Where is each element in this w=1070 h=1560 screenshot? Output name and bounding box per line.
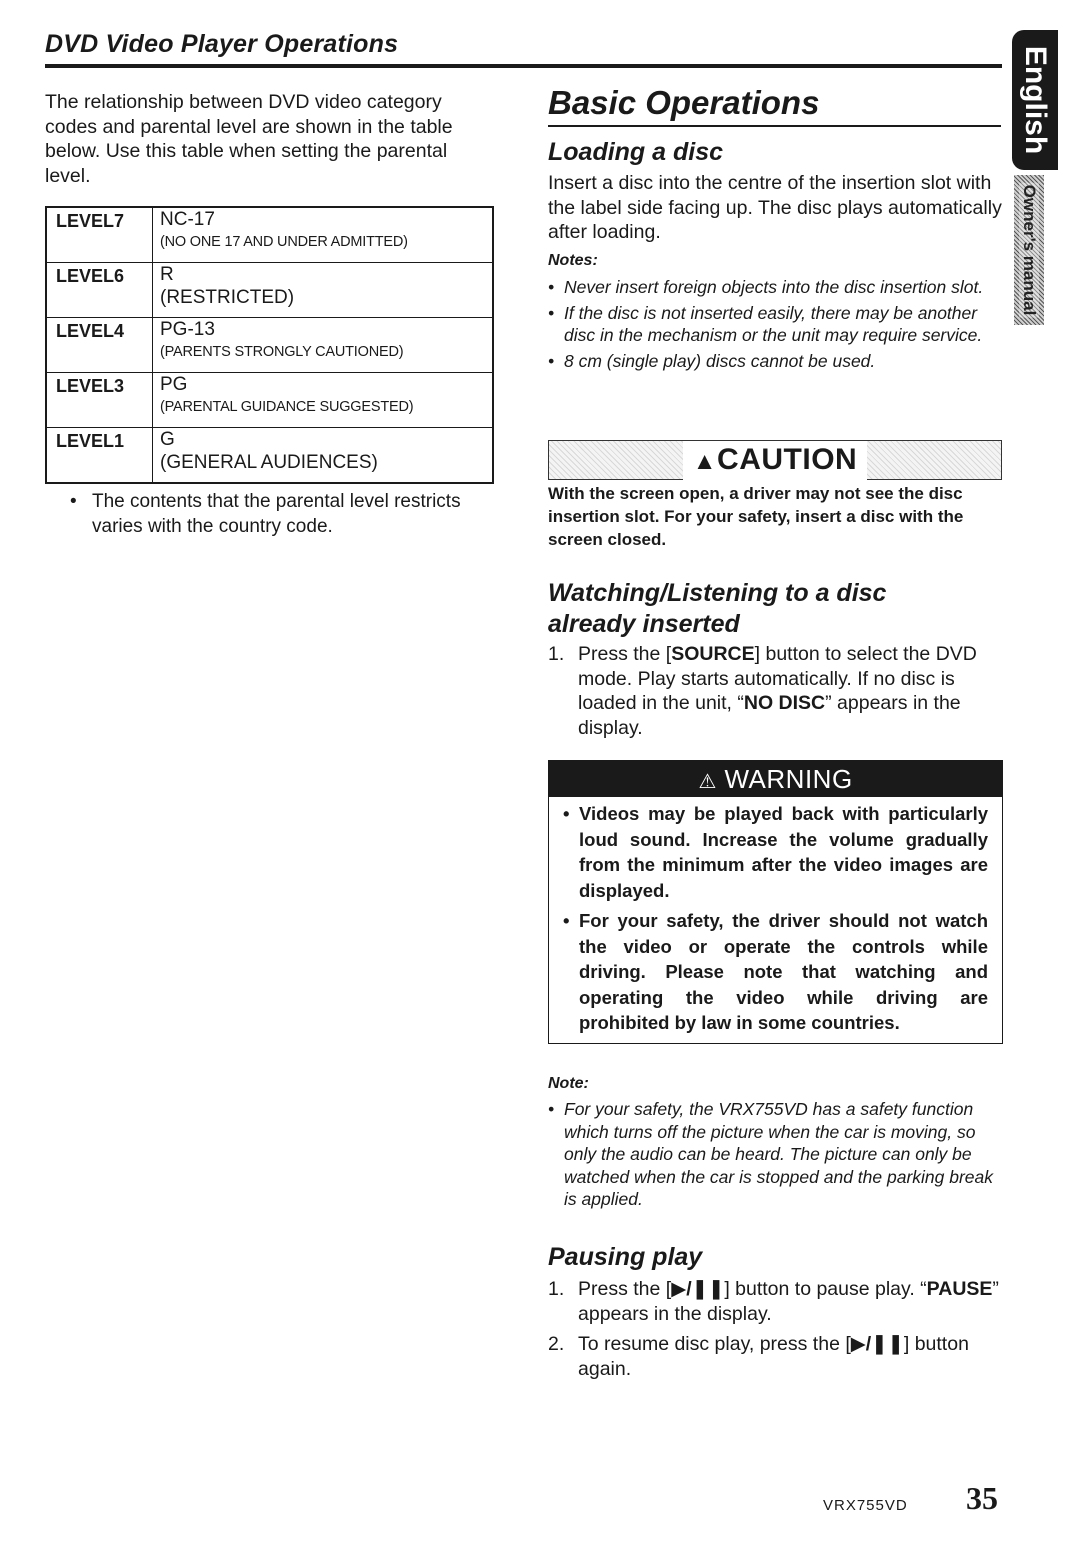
warning-triangle-icon: ▲ [692,448,718,475]
caution-banner [548,440,1002,480]
country-code-note [70,490,490,539]
watching-heading [548,578,886,640]
rating-description: (NO ONE 17 AND UNDER ADMITTED) [160,234,408,250]
caution-text: With the screen open, a driver may not see the disc insertion slot. For your safety, insert a disc with the screen closed. [548,484,964,549]
step-text: To resume disc play, press the [ [578,1333,851,1355]
list-item [548,1277,1003,1326]
step-number: 2. [548,1333,565,1355]
note-text: If the disc is not inserted easily, there may be another disc in the mechanism or the unit may require service. [564,302,983,345]
step-text: ” appears in the display. [578,1278,999,1325]
warning-header [549,761,1002,797]
watching-heading-line2: already inserted [548,610,740,638]
table-row [46,263,493,318]
level-cell: LEVEL7 [46,207,153,263]
source-key-label: SOURCE [671,643,755,665]
page-number: 35 [966,1480,998,1516]
rating-cell [153,263,494,318]
table-row [46,428,493,484]
parental-level-table [45,206,494,484]
play-pause-key-label: ▶/❚❚ [671,1278,725,1300]
loading-disc-text: Insert a disc into the centre of the insertion slot with the label side facing up. The disc plays automatically after loading. [548,172,1002,243]
list-item [548,642,1003,740]
loading-notes-list [548,276,1000,372]
warning-triangle-icon: ⚠ [698,771,717,793]
owners-manual-tab [1014,175,1044,325]
rating-cell [153,373,494,428]
display-message: PAUSE [926,1278,993,1300]
owners-manual-label: Owner's manual [1020,184,1039,316]
caution-title-text: CAUTION [717,443,858,476]
rating-description: (PARENTS STRONGLY CAUTIONED) [160,344,404,360]
list-item: • Videos may be played back with particularly loud sound. Increase the volume gradually from the minimum after the video images are displayed. [563,803,988,901]
notes-label: Notes: [548,252,598,269]
rating-description: (PARENTAL GUIDANCE SUGGESTED) [160,399,414,415]
rating-description: (RESTRICTED) [160,287,295,308]
header-divider [45,64,1002,68]
rating-code: NC-17 [160,209,215,230]
language-tab [1012,30,1058,170]
rating-code: R [160,264,174,285]
heading-divider [548,125,1001,127]
note-text: 8 cm (single play) discs cannot be used. [564,350,876,371]
play-pause-key-label: ▶/❚❚ [850,1333,904,1355]
step-number: 1. [548,643,565,665]
list-item [548,1332,1003,1381]
watching-steps [548,642,1003,746]
warning-list [549,797,1002,1036]
pausing-steps [548,1277,1003,1387]
bullet-dot: • [70,491,77,512]
country-code-note-text: The contents that the parental level restricts varies with the country code. [92,491,461,537]
list-item: • 8 cm (single play) discs cannot be used. [548,350,876,371]
step-text: ] button to select the DVD mode. Play starts automatically. If no disc is loaded in the unit, “ [578,643,977,714]
table-row [46,373,493,428]
level-cell: LEVEL1 [46,428,153,484]
table-row [46,207,493,263]
basic-operations-heading: Basic Operations [548,84,820,121]
warning-title: WARNING [724,764,853,794]
pausing-heading: Pausing play [548,1243,703,1271]
rating-cell [153,207,494,263]
level-cell: LEVEL3 [46,373,153,428]
list-item: • For your safety, the VRX755VD has a safety function which turns off the picture when the car is moving, so only the audio can be heard. The picture can only be watched when the car is stopped and the parking break is applied. [548,1099,994,1209]
level-cell: LEVEL6 [46,263,153,318]
rating-code: PG-13 [160,319,215,340]
warning-text: Videos may be played back with particularly loud sound. Increase the volume gradually from the minimum after the video images are displayed. [579,803,988,901]
language-tab-label: English [1019,45,1052,155]
model-number: VRX755VD [823,1497,908,1514]
list-item: • Never insert foreign objects into the disc insertion slot. [548,277,984,297]
rating-code: G [160,429,175,450]
note-text: Never insert foreign objects into the disc insertion slot. [564,277,984,297]
level-cell: LEVEL4 [46,318,153,373]
table-row [46,318,493,373]
rating-cell [153,318,494,373]
loading-disc-heading: Loading a disc [548,138,724,166]
rating-description: (GENERAL AUDIENCES) [160,452,378,473]
section-title: DVD Video Player Operations [45,30,399,58]
warning-text: For your safety, the driver should not watch the video or operate the controls while driving. Please note that watching and operating the video while driving are prohibited by law in some countries. [579,910,988,1033]
rating-cell [153,428,494,484]
step-text: ” appears in the display. [578,692,961,739]
list-item: • If the disc is not inserted easily, there may be another disc in the mechanism or the unit may require service. [548,302,983,345]
step-text: Press the [ [578,1278,672,1300]
display-message: NO DISC [743,692,826,714]
watching-heading-line1: Watching/Listening to a disc [548,579,887,607]
step-number: 1. [548,1278,565,1300]
caution-title [683,441,867,481]
step-text: ] button again. [578,1333,969,1380]
safety-note [548,1098,998,1211]
note-text: For your safety, the VRX755VD has a safety function which turns off the picture when the car is moving, so only the audio can be heard. The picture can only be watched when the car is stopped and the parking break is applied. [564,1099,994,1209]
step-text: ] button to pause play. “ [724,1278,927,1300]
warning-box [548,760,1003,1044]
list-item: • For your safety, the driver should not watch the video or operate the controls while driving. Please note that watching and operating the video while driving are prohibited by law in some countries. [563,910,988,1033]
step-text: Press the [ [578,643,672,665]
note-label: Note: [548,1075,589,1092]
rating-code: PG [160,374,188,395]
intro-paragraph: The relationship between DVD video category codes and parental level are shown in the table below. Use this table when setting the parental level. [45,91,453,187]
